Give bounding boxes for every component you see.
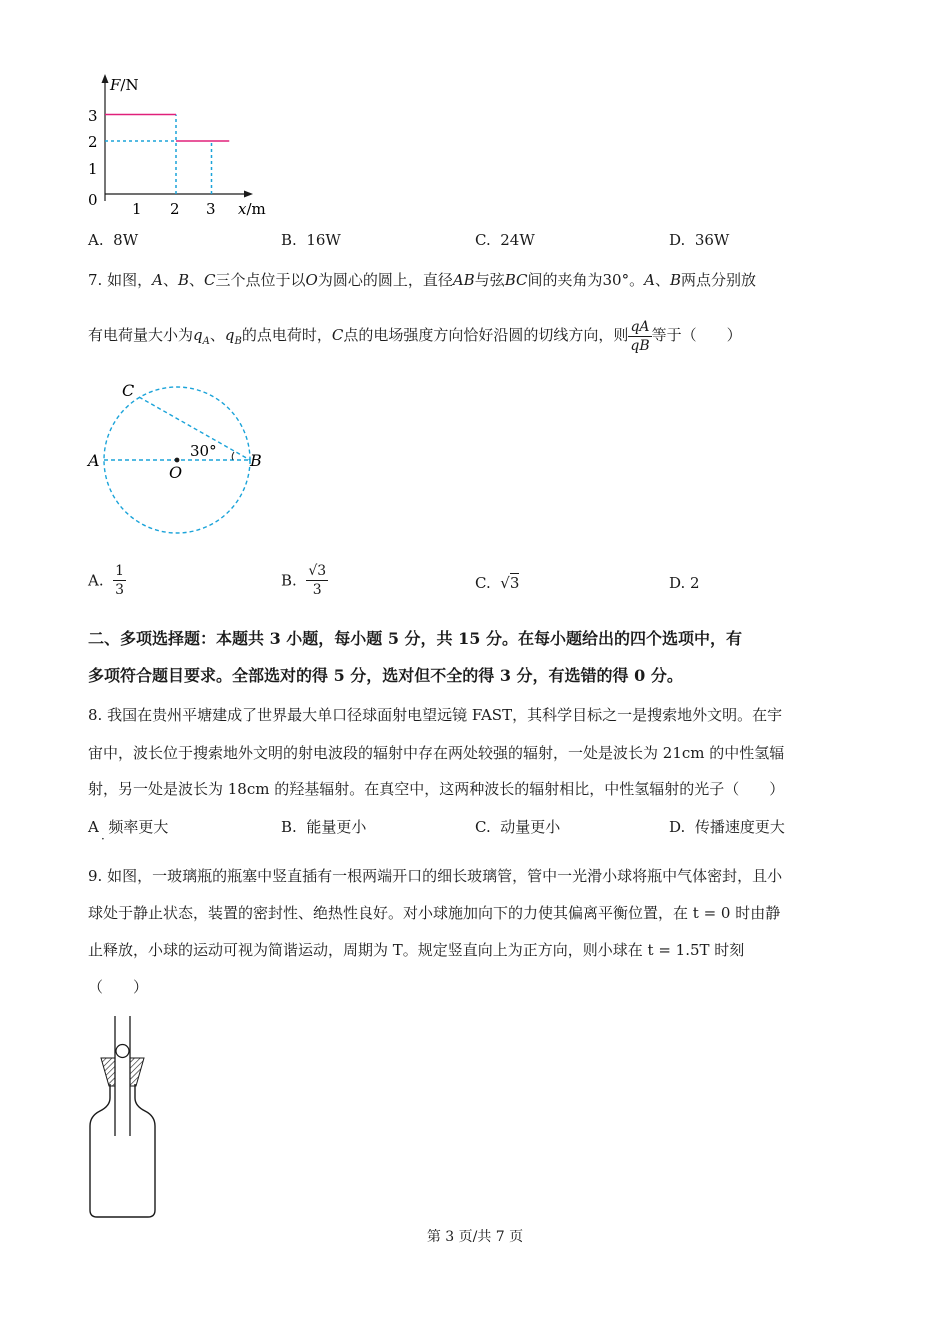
q8-option-a[interactable]: A 频率更大	[88, 818, 169, 836]
q6-option-b[interactable]: B. 16W	[281, 231, 341, 249]
label-angle: 30°	[190, 442, 217, 460]
q9-bottle-figure	[82, 1014, 172, 1224]
q7-fraction: $\frac{qA}{qB}$	[630, 318, 650, 354]
stopper-left	[101, 1058, 115, 1086]
q9-line3: 止释放，小球的运动可视为简谐运动，周期为 T。规定竖直向上为正方向，则小球在 t = 1.5T 时刻	[88, 941, 745, 959]
q7-option-d[interactable]: D. 2	[669, 574, 700, 592]
angle-arc	[232, 452, 234, 460]
q8-option-b[interactable]: B. 能量更小	[281, 818, 367, 836]
y-tick-3: 3	[88, 107, 98, 125]
section2-line1: 二、多项选择题：本题共 3 小题，每小题 5 分，共 15 分。在每小题给出的四个选项中，有	[88, 629, 742, 648]
y-tick-2: 2	[88, 133, 98, 151]
bottle-body	[90, 1084, 155, 1217]
q7-option-a[interactable]: A. $\frac{1}{3}$	[88, 563, 125, 598]
q8-line2: 宙中，波长位于搜索地外文明的射电波段的辐射中存在两处较强的辐射，一处是波长为 21cm 的中性氢辐	[88, 744, 785, 762]
page-footer: 第 3 页/共 7 页	[426, 1229, 524, 1245]
y-axis-arrow	[102, 74, 109, 83]
q6-option-a[interactable]: A. 8W	[88, 231, 139, 249]
q8-option-d[interactable]: D. 传播速度更大	[669, 818, 785, 836]
q8-line3: 射，另一处是波长为 18cm 的羟基辐射。在真空中，这两种波长的辐射相比，中性氢辐射的光子（ ）	[88, 780, 785, 798]
q9-line4: （ ）	[88, 978, 149, 996]
section2-line2: 多项符合题目要求。全部选对的得 5 分，选对但不全的得 3 分，有选错的得 0 分。	[88, 666, 683, 685]
center-dot	[175, 458, 180, 463]
stopper-right	[130, 1058, 144, 1086]
q7-line1: 7. 如图，A、B、C三个点位于以O为圆心的圆上，直径AB与弦BC间的夹角为30°。A、B两点分别放	[88, 271, 756, 289]
label-b: B	[250, 451, 262, 470]
q8-option-c[interactable]: C. 动量更小	[475, 818, 561, 836]
label-c: C	[122, 381, 135, 400]
x-tick-3: 3	[206, 200, 216, 218]
y-tick-1: 1	[88, 160, 98, 178]
q7-option-c[interactable]: C. √3	[475, 574, 520, 592]
q8-line1: 8. 我国在贵州平塘建成了世界最大单口径球面射电望远镜 FAST，其科学目标之一是搜索地外文明。在宇	[88, 706, 783, 724]
q9-line2: 球处于静止状态，装置的密封性、绝热性良好。对小球施加向下的力使其偏离平衡位置，在 t = 0 时由静	[88, 904, 781, 922]
ball	[116, 1045, 129, 1058]
q7-option-b[interactable]: B. $\frac{√3}{3}$	[281, 563, 327, 598]
fx-graph	[70, 70, 270, 220]
q9-line1: 9. 如图，一玻璃瓶的瓶塞中竖直插有一根两端开口的细长玻璃管，管中一光滑小球将瓶中气体密封，且小	[88, 867, 783, 885]
label-o: O	[169, 463, 183, 482]
y-tick-0: 0	[88, 191, 98, 209]
x-tick-2: 2	[170, 200, 180, 218]
q7-circle-figure	[82, 378, 282, 543]
x-axis-label: x/m	[238, 200, 266, 218]
label-a: A	[88, 451, 100, 470]
q8-option-a-dot: ·	[101, 832, 105, 846]
q6-option-d[interactable]: D. 36W	[669, 231, 730, 249]
x-tick-1: 1	[132, 200, 142, 218]
y-axis-label: F/N	[110, 76, 139, 94]
q6-option-c[interactable]: C. 24W	[475, 231, 535, 249]
q7-line2: 有电荷量大小为$q_A$、$q_B$的点电荷时，C点的电场强度方向恰好沿圆的切线方向，则 $\frac{qA}{qB}$ 等于（ ）	[88, 318, 742, 354]
x-axis-arrow	[244, 191, 253, 198]
